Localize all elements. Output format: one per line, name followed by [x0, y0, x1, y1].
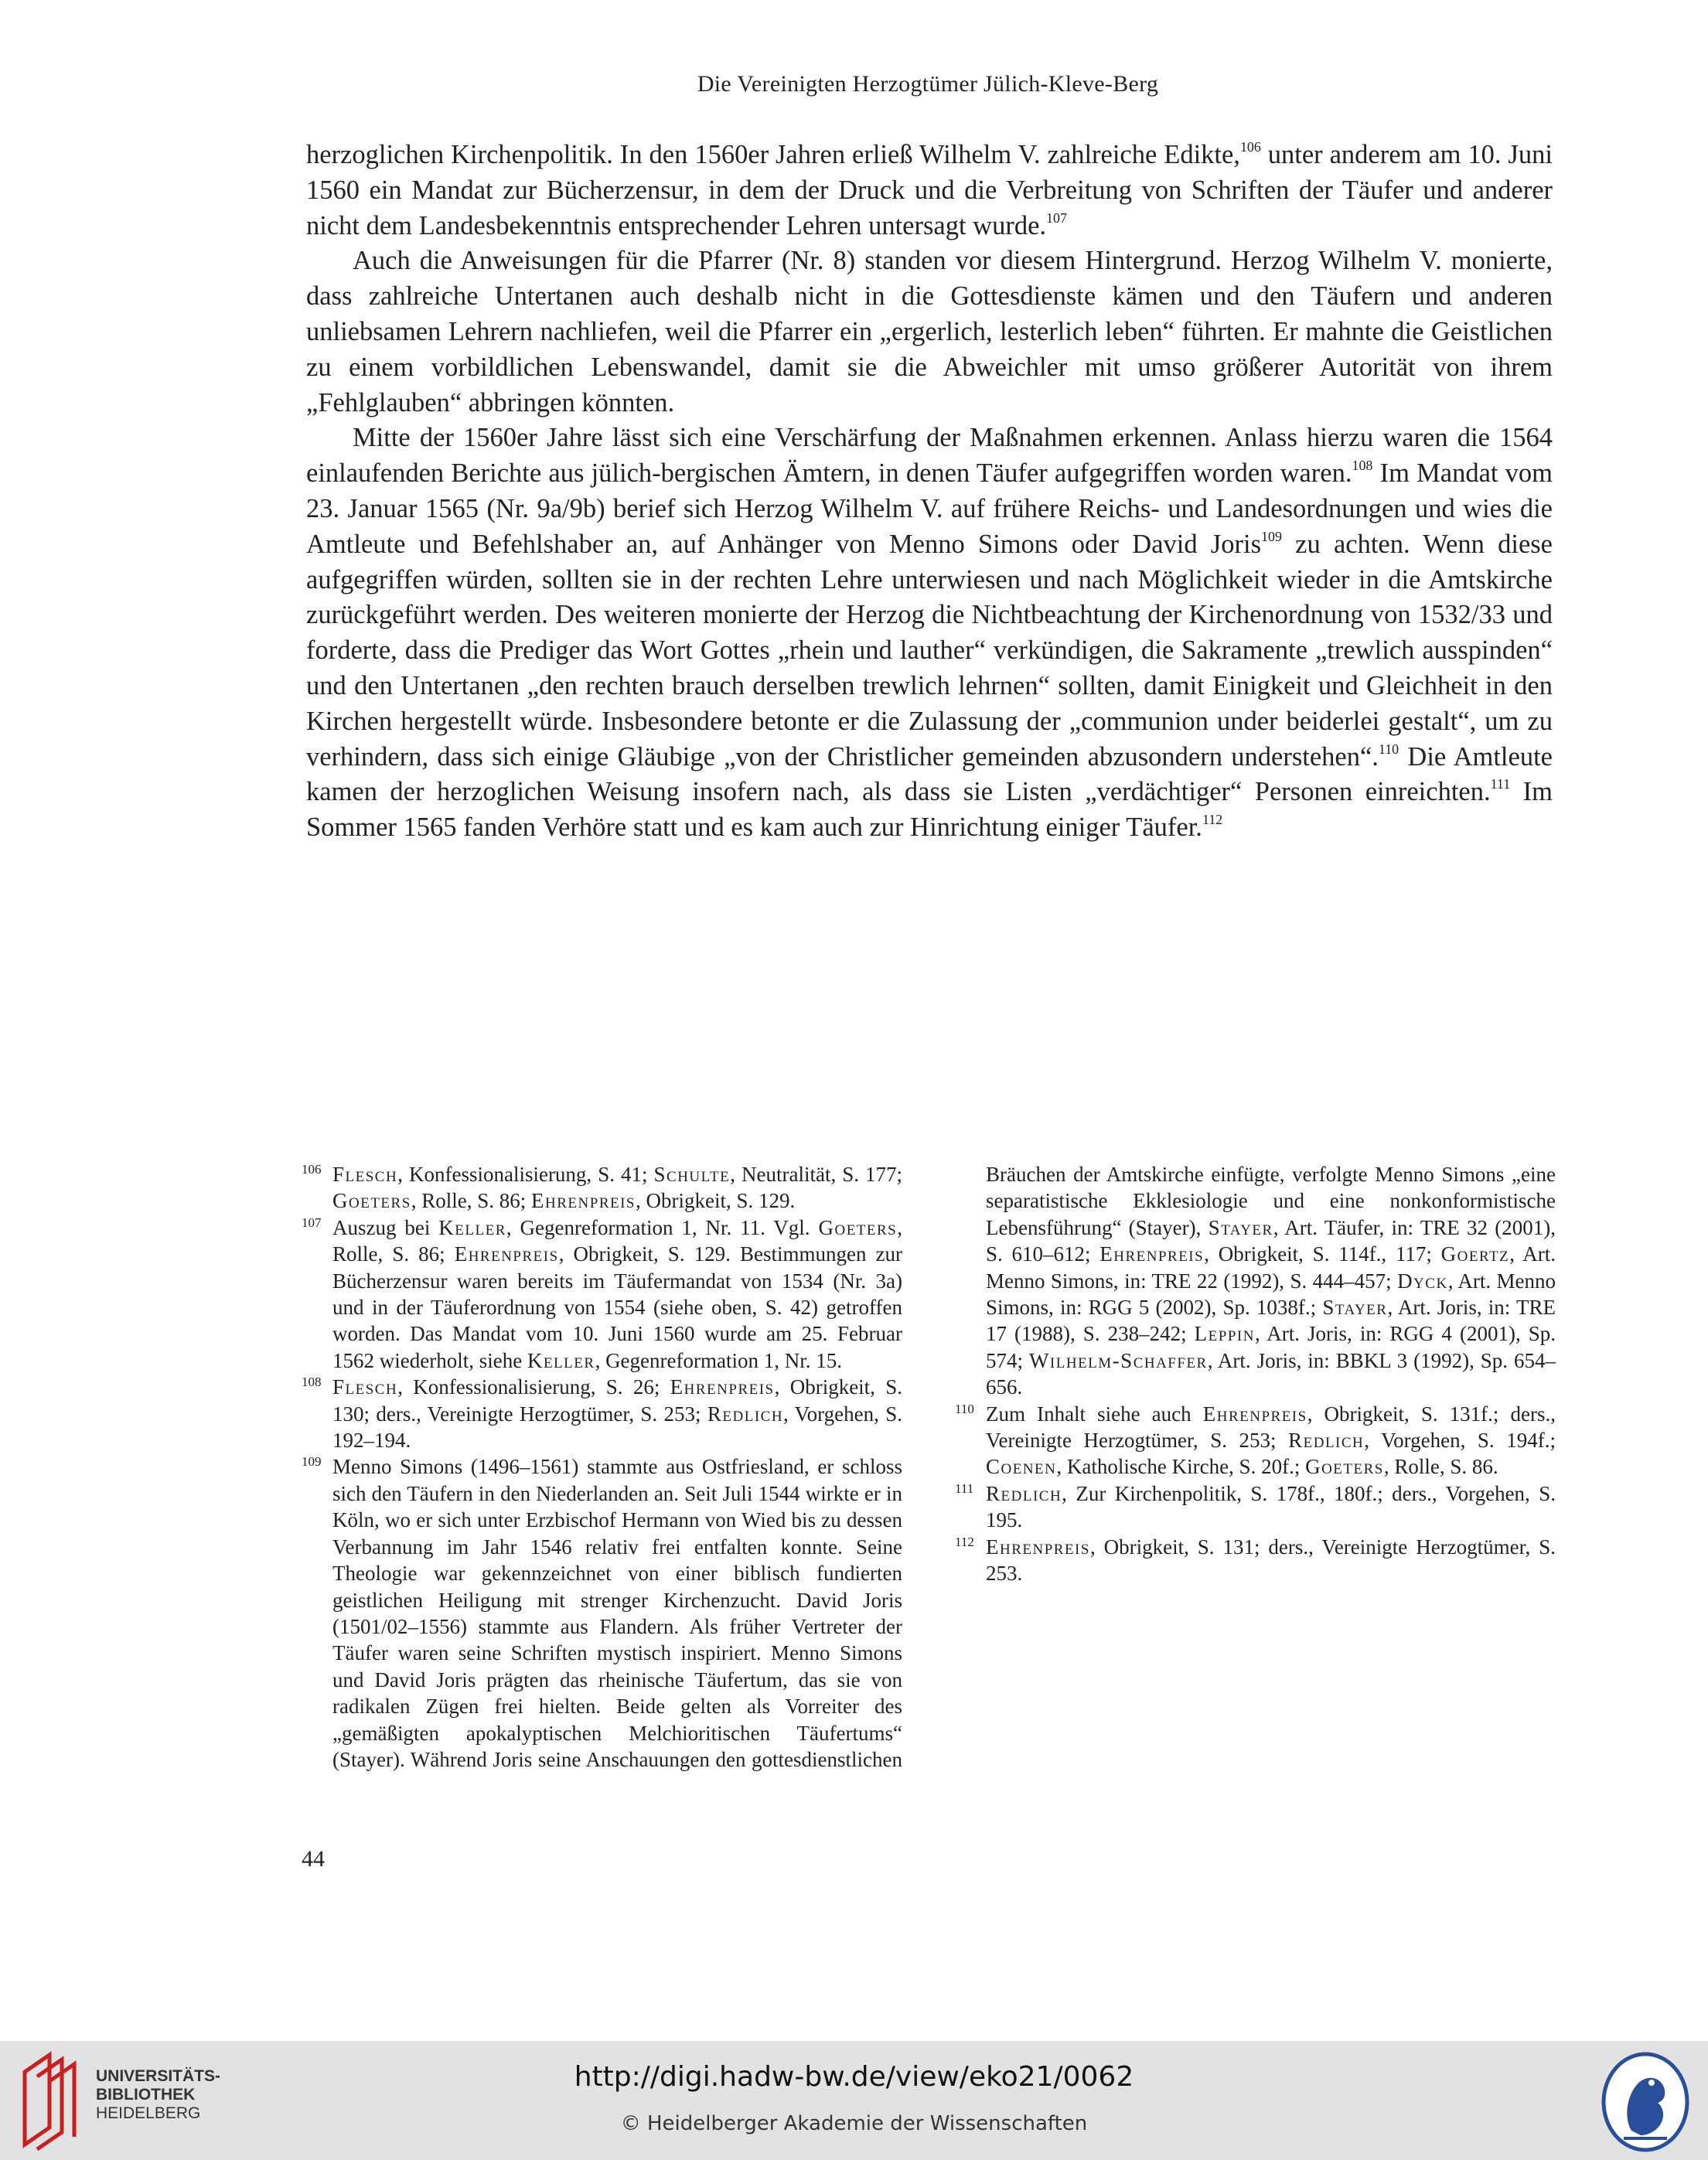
running-head: Die Vereinigten Herzogtümer Jülich-Kleve-Berg: [697, 71, 1159, 97]
footnote-number: 108: [302, 1375, 322, 1390]
page-number: 44: [302, 1846, 325, 1872]
note-text: , Obrigkeit, S. 130; ders., Vereinigte Herzogtümer, S. 253;: [332, 1375, 902, 1426]
author-name: Flesch: [332, 1375, 398, 1399]
footnote-ref[interactable]: 108: [1352, 457, 1373, 473]
note-text: Menno Simons (1496–1561) stammte aus Ostfriesland, er schloss sich den Täufern in den Niederlanden an. Seit Juli 1544 wirkte er in Köln, wo er sich unter Erzbischof Hermann von Wied bis zu dessen Verbannung im Jahr 1546 relativ frei entfalten konnte. Seine Theologie war gekennzeichnet von einer biblisch fundierten geistlichen Heiligung mit strenger Kirchenzucht. David Joris (1501/02–1556) stammte aus Flandern. Als früher Vertreter der Täufer waren seine Schriften mystisch inspiriert. Menno Simons und David Joris prägten das rheinische Täufertum, das sie von radikalen Zügen frei hielten. Beide gelten als Vorreiter des „gemäßigten apokalyptischen Melchioritischen Täufertums“ (Stayer). Während Joris seine Anschauungen den gottesdienstlichen Bräuchen der Amtskirche einfügte, verfolgte Menno Simons „eine separatistische Ekklesiologie und eine nonkonformistische Lebensführung“ (Stayer),: [332, 1163, 1556, 1771]
author-name: Stayer: [1208, 1215, 1273, 1239]
text-run: Im Sommer 1565 fanden Verhöre statt und es kam auch zur Hinrichtung einiger Täufer.: [306, 777, 1553, 843]
author-name: Keller: [527, 1348, 595, 1372]
author-name: Ehrenpreis: [1099, 1242, 1205, 1266]
note-text: , Obrigkeit, S. 129.: [636, 1189, 796, 1213]
footnote-ref[interactable]: 111: [1490, 776, 1511, 792]
author-name: Leppin: [1194, 1322, 1255, 1346]
permalink-url[interactable]: http://digi.hadw-bw.de/view/eko21/0062: [574, 2061, 1134, 2093]
author-name: Dyck: [1397, 1269, 1448, 1293]
paragraph-2: [306, 244, 1553, 421]
author-name: Coenen: [986, 1455, 1057, 1479]
note-text: , Obrigkeit, S. 129. Bestimmungen zur Bücherzensur waren bereits im Täufermandat von 1534 (Nr. 3a) und in der Täuferordnung von 1554 (siehe oben, S. 42) getroffen worden. Das Mandat vom 10. Juni 1560 wurde am 25. Februar 1562 wiederholt, siehe: [332, 1242, 902, 1372]
text-run: Mitte der 1560er Jahre lässt sich eine Verschärfung der Maßnahmen erkennen. Anlass hierzu waren die 1564 einlaufenden Berichte aus jülich-bergischen Ämtern, in denen Täufer aufgegriffen worden waren.: [306, 423, 1553, 489]
footnote-110: [955, 1401, 1556, 1480]
author-name: Goeters: [1305, 1455, 1384, 1479]
footnote-112: [955, 1534, 1556, 1587]
copyright-notice: © Heidelberger Akademie der Wissenschaften: [620, 2112, 1088, 2135]
academy-seal-icon[interactable]: [1601, 2052, 1690, 2152]
note-text: , Konfessionalisierung, S. 41;: [397, 1163, 654, 1186]
viewer-footer: [0, 2041, 1708, 2160]
note-text: , Neutralität, S. 177;: [730, 1163, 903, 1186]
footnote-111: [955, 1480, 1556, 1534]
footnote-ref[interactable]: 112: [1202, 811, 1223, 827]
footnote-107: [302, 1215, 902, 1374]
note-text: , Obrigkeit, S. 114f., 117;: [1204, 1242, 1441, 1266]
logo-line: UNIVERSITÄTS-: [96, 2067, 221, 2085]
note-text: , Art. Joris, in: RGG 4 (2001), Sp. 574;: [986, 1322, 1556, 1372]
paragraph-1: [306, 138, 1553, 244]
logo-line: HEIDELBERG: [96, 2104, 201, 2122]
note-text: , Vorgehen, S. 192–194.: [332, 1402, 902, 1453]
footnote-number: 111: [955, 1480, 974, 1496]
footnote-ref[interactable]: 106: [1239, 138, 1261, 155]
note-text: , Obrigkeit, S. 131; ders., Vereinigte Herzogtümer, S. 253.: [986, 1535, 1556, 1586]
text-run: unter anderem am 10. Juni 1560 ein Mandat zur Bücherzensur, in dem der Druck und die Verbreitung von Schriften der Täufer und anderer nicht dem Landesbekenntnis entsprechender Lehren untersagt wurde.: [306, 140, 1553, 240]
note-text: , Zur Kirchenpolitik, S. 178f., 180f.; ders., Vorgehen, S. 195.: [986, 1481, 1556, 1532]
author-name: Ehrenpreis: [531, 1189, 636, 1213]
footnote-number: 112: [955, 1534, 974, 1549]
footnote-number: 109: [302, 1454, 322, 1470]
footnote-number: 110: [955, 1401, 974, 1416]
logo-line: BIBLIOTHEK: [96, 2086, 196, 2104]
note-text: , Gegenreformation 1, Nr. 11. Vgl.: [506, 1215, 819, 1239]
author-name: Goeters: [818, 1215, 898, 1239]
footnote-106: [302, 1161, 902, 1215]
author-name: Wilhelm-Schaffer: [1028, 1348, 1208, 1372]
note-text: , Art. Joris, in: BBKL 3 (1992), Sp. 654–656.: [986, 1348, 1556, 1399]
footnote-number: 106: [302, 1162, 322, 1177]
note-text: , Art. Menno Simons, in: TRE 22 (1992), S. 444–457;: [986, 1242, 1556, 1293]
author-name: Redlich: [986, 1481, 1062, 1505]
note-text: , Konfessionalisierung, S. 26;: [397, 1375, 670, 1399]
body-text: [306, 138, 1553, 846]
author-name: Redlich: [707, 1402, 784, 1426]
note-text: , Rolle, S. 86;: [332, 1215, 902, 1266]
author-name: Ehrenpreis: [1202, 1402, 1307, 1426]
note-text: Auszug bei: [332, 1215, 439, 1239]
author-name: Goertz: [1440, 1242, 1510, 1266]
note-text: , Vorgehen, S. 194f.;: [1364, 1429, 1556, 1453]
footnote-108: [302, 1374, 902, 1453]
footnote-ref[interactable]: 107: [1046, 210, 1067, 226]
author-name: Schulte: [653, 1163, 731, 1186]
text-run: zu achten. Wenn diese aufgegriffen würden, sollten sie in der rechten Lehre unterwiesen und nach Möglichkeit wieder in die Amtskirche zurückgeführt werden. Des weiteren monierte der Herzog die Nichtbeachtung der Kirchenordnung von 1532/33 und forderte, dass die Prediger das Wort Gottes „rhein und lauther“ verkündigen, die Sakramente „trewlich ausspinden“ und den Untertanen „den rechten brauch derselben trewlich lehrnen“ sollten, damit Einigkeit und Gleichheit in den Kirchen hergestellt würde. Insbesondere betonte er die Zulassung der „communion under beiderlei gestalt“, um zu verhindern, dass sich einige Gläubige „von der Christlicher gemeinden abzusondern understehen“.: [306, 529, 1553, 772]
text-run: Die Amtleute kamen der herzoglichen Weisung insofern nach, als dass sie Listen „verdächtiger“ Personen einreichten.: [306, 741, 1553, 807]
note-text: , Art. Joris, in: TRE 17 (1988), S. 238–242;: [986, 1296, 1556, 1346]
footnote-number: 107: [302, 1215, 322, 1230]
paragraph-3: [306, 421, 1553, 846]
text-run: Auch die Anweisungen für die Pfarrer (Nr. 8) standen vor diesem Hintergrund. Herzog Wilhelm V. monierte, dass zahlreiche Untertanen auch deshalb nicht in die Gottesdienste kämen und den Täufern und anderen unliebsamen Lehrern nachliefen, weil die Pfarrer ein „ergerlich, lesterlich leben“ führten. Er mahnte die Geistlichen zu einem vorbildlichen Lebenswandel, damit sie die Abweichler mit umso größerer Autorität von ihrem „Fehlglauben“ abbringen könnten.: [306, 246, 1553, 417]
footnotes: [302, 1161, 1556, 1795]
note-text: , Gegenreformation 1, Nr. 15.: [595, 1348, 842, 1372]
note-text: Zum Inhalt siehe auch: [986, 1402, 1203, 1426]
note-text: , Art. Täufer, in: TRE 32 (2001), S. 610–612;: [986, 1215, 1556, 1266]
note-text: , Rolle, S. 86.: [1383, 1455, 1498, 1479]
footnote-ref[interactable]: 110: [1378, 741, 1399, 757]
author-name: Stayer: [1322, 1296, 1388, 1320]
text-run: herzoglichen Kirchenpolitik. In den 1560er Jahren erließ Wilhelm V. zahlreiche Edikte,: [306, 140, 1240, 169]
footnote-ref[interactable]: 109: [1261, 528, 1282, 544]
author-name: Goeters: [332, 1189, 411, 1213]
note-text: , Katholische Kirche, S. 20f.;: [1056, 1455, 1306, 1479]
author-name: Flesch: [332, 1163, 398, 1186]
author-name: Ehrenpreis: [454, 1242, 559, 1266]
author-name: Keller: [438, 1215, 506, 1239]
note-text: , Obrigkeit, S. 131f.; ders., Vereinigte Herzogtümer, S. 253;: [986, 1402, 1556, 1453]
note-text: , Rolle, S. 86;: [411, 1189, 532, 1213]
author-name: Redlich: [1288, 1429, 1365, 1453]
text-run: Im Mandat vom 23. Januar 1565 (Nr. 9a/9b) berief sich Herzog Wilhelm V. auf frühere Reichs- und Landesordnungen und wies die Amtleute und Befehlshaber an, auf Anhänger von Menno Simons oder David Joris: [306, 458, 1553, 559]
author-name: Ehrenpreis: [986, 1535, 1090, 1559]
author-name: Ehrenpreis: [670, 1375, 775, 1399]
note-text: , Art. Menno Simons, in: RGG 5 (2002), Sp. 1038f.;: [986, 1269, 1556, 1320]
